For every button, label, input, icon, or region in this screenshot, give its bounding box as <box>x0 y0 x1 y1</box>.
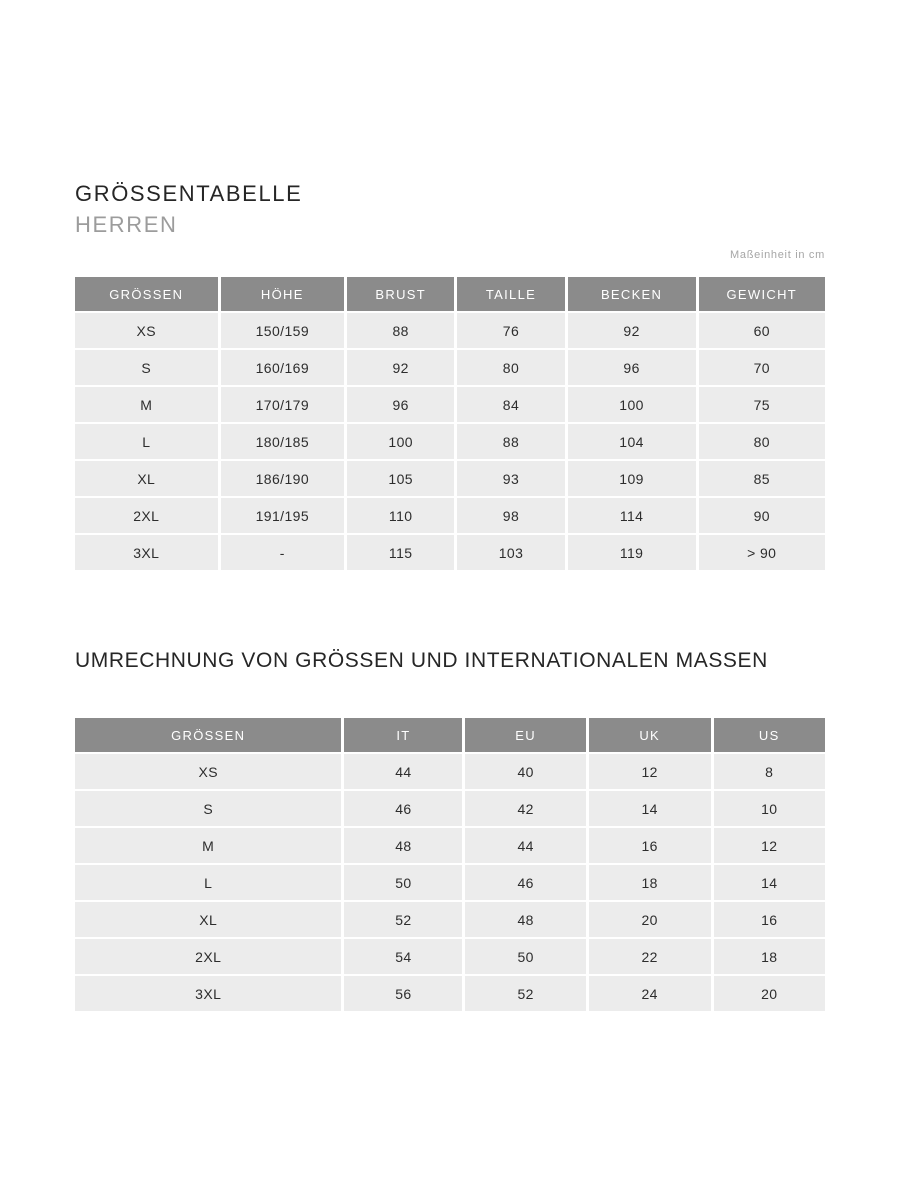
value-cell: 70 <box>699 350 825 385</box>
table-row <box>75 791 825 826</box>
value-cell: 52 <box>344 902 462 937</box>
table-row <box>75 902 825 937</box>
value-cell: 88 <box>347 313 454 348</box>
value-cell: 170/179 <box>221 387 344 422</box>
size-cell: S <box>75 791 341 826</box>
size-cell: L <box>75 424 218 459</box>
column-header: HÖHE <box>221 277 344 311</box>
value-cell: 44 <box>465 828 585 863</box>
column-header: GRÖSSEN <box>75 718 341 752</box>
mens-size-table <box>72 275 828 572</box>
conversion-section-title: UMRECHNUNG VON GRÖSSEN UND INTERNATIONALEN MASSEN <box>75 649 768 672</box>
table-row <box>75 828 825 863</box>
value-cell: 42 <box>465 791 585 826</box>
value-cell: 88 <box>457 424 564 459</box>
value-cell: 100 <box>568 387 696 422</box>
size-cell: M <box>75 828 341 863</box>
table-row <box>75 313 825 348</box>
value-cell: 96 <box>347 387 454 422</box>
value-cell: 100 <box>347 424 454 459</box>
value-cell: 44 <box>344 754 462 789</box>
size-cell: 3XL <box>75 976 341 1011</box>
value-cell: 160/169 <box>221 350 344 385</box>
value-cell: 186/190 <box>221 461 344 496</box>
value-cell: 92 <box>568 313 696 348</box>
value-cell: 24 <box>589 976 711 1011</box>
size-cell: 3XL <box>75 535 218 570</box>
value-cell: 46 <box>344 791 462 826</box>
table-row <box>75 387 825 422</box>
page-subtitle: HERREN <box>75 212 178 237</box>
size-cell: XS <box>75 313 218 348</box>
value-cell: 104 <box>568 424 696 459</box>
value-cell: 191/195 <box>221 498 344 533</box>
value-cell: 48 <box>344 828 462 863</box>
column-header: UK <box>589 718 711 752</box>
column-header: IT <box>344 718 462 752</box>
value-cell: 14 <box>589 791 711 826</box>
value-cell: 60 <box>699 313 825 348</box>
table-row <box>75 976 825 1011</box>
value-cell: 48 <box>465 902 585 937</box>
value-cell: > 90 <box>699 535 825 570</box>
size-cell: 2XL <box>75 939 341 974</box>
value-cell: 12 <box>589 754 711 789</box>
table-row <box>75 350 825 385</box>
value-cell: 46 <box>465 865 585 900</box>
table-row <box>75 424 825 459</box>
page-title: GRÖSSENTABELLE <box>75 181 303 206</box>
table-row <box>75 865 825 900</box>
value-cell: 22 <box>589 939 711 974</box>
value-cell: 114 <box>568 498 696 533</box>
value-cell: 85 <box>699 461 825 496</box>
value-cell: 14 <box>714 865 825 900</box>
value-cell: 18 <box>714 939 825 974</box>
size-cell: XL <box>75 902 341 937</box>
column-header: GRÖSSEN <box>75 277 218 311</box>
value-cell: 98 <box>457 498 564 533</box>
value-cell: 109 <box>568 461 696 496</box>
column-header: TAILLE <box>457 277 564 311</box>
value-cell: 56 <box>344 976 462 1011</box>
table-row <box>75 754 825 789</box>
value-cell: 90 <box>699 498 825 533</box>
table-row <box>75 461 825 496</box>
value-cell: 84 <box>457 387 564 422</box>
value-cell: 150/159 <box>221 313 344 348</box>
size-cell: XS <box>75 754 341 789</box>
value-cell: 180/185 <box>221 424 344 459</box>
size-cell: S <box>75 350 218 385</box>
value-cell: 20 <box>714 976 825 1011</box>
column-header: EU <box>465 718 585 752</box>
column-header: GEWICHT <box>699 277 825 311</box>
value-cell: 75 <box>699 387 825 422</box>
value-cell: 10 <box>714 791 825 826</box>
measurement-unit-note: Maßeinheit in cm <box>730 249 825 261</box>
value-cell: 40 <box>465 754 585 789</box>
size-cell: M <box>75 387 218 422</box>
column-header: BECKEN <box>568 277 696 311</box>
value-cell: 96 <box>568 350 696 385</box>
column-header: BRUST <box>347 277 454 311</box>
header-row <box>75 718 825 752</box>
column-header: US <box>714 718 825 752</box>
value-cell: 119 <box>568 535 696 570</box>
value-cell: 50 <box>465 939 585 974</box>
value-cell: 93 <box>457 461 564 496</box>
value-cell: 92 <box>347 350 454 385</box>
international-conversion-table <box>72 716 828 1013</box>
value-cell: 18 <box>589 865 711 900</box>
value-cell: 80 <box>699 424 825 459</box>
value-cell: 103 <box>457 535 564 570</box>
value-cell: 80 <box>457 350 564 385</box>
table-row <box>75 535 825 570</box>
value-cell: 110 <box>347 498 454 533</box>
header-row <box>75 277 825 311</box>
size-cell: L <box>75 865 341 900</box>
value-cell: 8 <box>714 754 825 789</box>
value-cell: 52 <box>465 976 585 1011</box>
value-cell: 50 <box>344 865 462 900</box>
value-cell: 76 <box>457 313 564 348</box>
value-cell: 16 <box>589 828 711 863</box>
table-row <box>75 939 825 974</box>
value-cell: 105 <box>347 461 454 496</box>
value-cell: 20 <box>589 902 711 937</box>
table-row <box>75 498 825 533</box>
value-cell: 12 <box>714 828 825 863</box>
value-cell: 115 <box>347 535 454 570</box>
value-cell: - <box>221 535 344 570</box>
value-cell: 54 <box>344 939 462 974</box>
value-cell: 16 <box>714 902 825 937</box>
size-cell: 2XL <box>75 498 218 533</box>
size-cell: XL <box>75 461 218 496</box>
